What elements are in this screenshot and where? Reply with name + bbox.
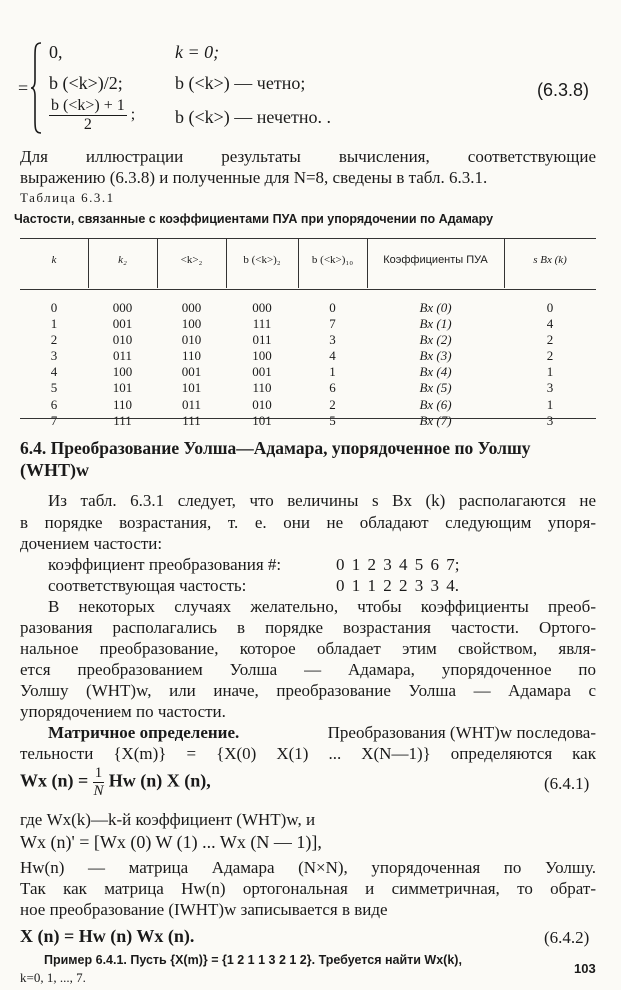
p2-line-6: упорядочением по частости.	[20, 702, 226, 721]
example-line-1: Пример 6.4.1. Пусть {X(m)} = {1 2 1 1 3 2 1 2}. Требуется найти Wx(k),	[44, 953, 462, 967]
p2-line-1: В некоторых случаях желательно, чтобы коэффициенты преоб-	[48, 597, 596, 616]
p2-line-5: Уолшу (WHT)w, или иначе, преобразование Уолша — Адамара с	[20, 681, 596, 700]
column-reversed-k2: 000 100 010 110 001 101 011 111	[181, 300, 202, 428]
where-line: где Wx(k)—k-й коэффициент (WHT)w, и	[20, 810, 316, 829]
equation-number-641: (6.4.1)	[544, 774, 590, 793]
case2-value: b (<k>)/2;	[49, 73, 123, 93]
example-line-2: k=0, 1, ..., 7.	[20, 970, 86, 985]
header-b-binary: b (<k>)₂	[243, 254, 281, 266]
hadamard-line-1: Hw(n) — матрица Адамара (N×N), упорядоченная по Уолшу.	[20, 858, 596, 877]
p2-line-4: ется преобразованием Уолша — Адамара, упорядоченное по	[20, 660, 596, 679]
equation-642: X (n) = Hw (n) Wx (n).	[20, 926, 195, 946]
column-b-decimal: 0 7 3 4 1 6 2 5	[329, 300, 336, 428]
header-b-decimal: b (<k>)₁₀	[311, 254, 354, 266]
header-reversed-k2: <k>₂	[180, 254, 203, 266]
case1-condition: k = 0;	[175, 42, 220, 62]
case3-semicolon: ;	[130, 106, 136, 124]
freq-label: соответствующая частость:	[48, 576, 247, 595]
p2-line-3: нальное преобразование, котороe обладает этим свойством, явля-	[20, 639, 596, 658]
frequency-table	[20, 238, 596, 428]
freq-values: 0 1 1 2 2 3 3 4.	[336, 576, 459, 595]
table-label: Таблица 6.3.1	[20, 190, 115, 205]
column-coefficients: Bx (0) Bx (1) Bx (2) Bx (3) Bx (4) Bx (5) Bx (6) Bx (7)	[419, 300, 452, 428]
equation-641	[20, 765, 211, 800]
p3-line-2: тельности {X(m)} = {X(0) X(1) ... X(N—1)} определяются как	[20, 744, 596, 763]
column-k: 0 1 2 3 4 5 6 7	[50, 300, 58, 428]
column-frequency: 0 4 2 2 1 3 1 3	[546, 300, 554, 428]
case3-denominator: 2	[83, 116, 92, 133]
intro-line-2: выражению (6.3.8) и полученные для N=8, сведены в табл. 6.3.1.	[20, 168, 488, 187]
p1-line-2: в порядке возрастания, т. е. они не обладают следующим упоря-	[20, 513, 596, 532]
header-frequency: s Bx (k)	[533, 254, 567, 266]
table-bottom-rule	[20, 418, 596, 419]
equation-number-638: (6.3.8)	[537, 80, 590, 100]
page-number: 103	[574, 961, 596, 976]
case1-value: 0,	[49, 42, 63, 62]
intro-line-1: Для иллюстрации результаты вычисления, соответствующие	[20, 147, 596, 166]
p1-line-3: дочением частости:	[20, 534, 163, 553]
column-k2: 000 001 010 011 100 101 110 111	[112, 300, 133, 428]
matrix-definition-heading: Матричное определение.	[48, 723, 240, 742]
section-title-line-1: 6.4. Преобразование Уолша—Адамара, упорядоченное по Уолшу	[20, 438, 531, 458]
header-k: k	[51, 254, 57, 266]
case2-condition: b (<k>) — четно;	[175, 73, 306, 93]
hadamard-line-2: Так как матрица Hw(n) ортогональная и симметричная, то обрат-	[20, 879, 596, 898]
equation-number-642: (6.4.2)	[544, 928, 590, 947]
hadamard-line-3: ное преобразование (IWHT)w записывается в виде	[20, 900, 388, 919]
eq641-denominator: N	[93, 783, 104, 799]
p3-line-1	[48, 723, 596, 743]
header-k2: k₂	[118, 254, 127, 266]
header-coefficients: Коэффициенты ПУА	[383, 254, 488, 266]
section-title-line-2: (WHT)w	[20, 460, 89, 480]
equals-sign: =	[18, 78, 29, 98]
table-caption: Частости, связанные с коэффициентами ПУА при упорядочении по Адамару	[14, 212, 494, 226]
case3-numerator: b (<k>) + 1	[51, 97, 125, 114]
case3-condition: b (<k>) — нечетно. .	[175, 107, 332, 127]
p2-line-2: разования располагались в порядке возрастания частости. Ортого-	[20, 618, 596, 637]
eq641-rhs: Hw (n) X (n),	[108, 770, 211, 791]
column-b-binary: 000 111 011 100 001 110 010 101	[252, 300, 272, 428]
vector-definition: Wx (n)' = [Wx (0) W (1) ... Wx (N — 1)],	[20, 832, 322, 852]
left-brace	[30, 42, 42, 134]
coef-label: коэффициент преобразования #:	[48, 555, 282, 574]
p3-line-1-text: Преобразования (WHT)w последова-	[327, 723, 596, 742]
eq641-lhs: Wx (n) =	[20, 770, 89, 791]
coef-values: 0 1 2 3 4 5 6 7;	[336, 555, 460, 574]
p1-line-1: Из табл. 6.3.1 следует, что величины s Bx (k) располагаются не	[48, 491, 596, 510]
case3-value	[49, 97, 135, 134]
eq641-numerator: 1	[94, 765, 103, 781]
